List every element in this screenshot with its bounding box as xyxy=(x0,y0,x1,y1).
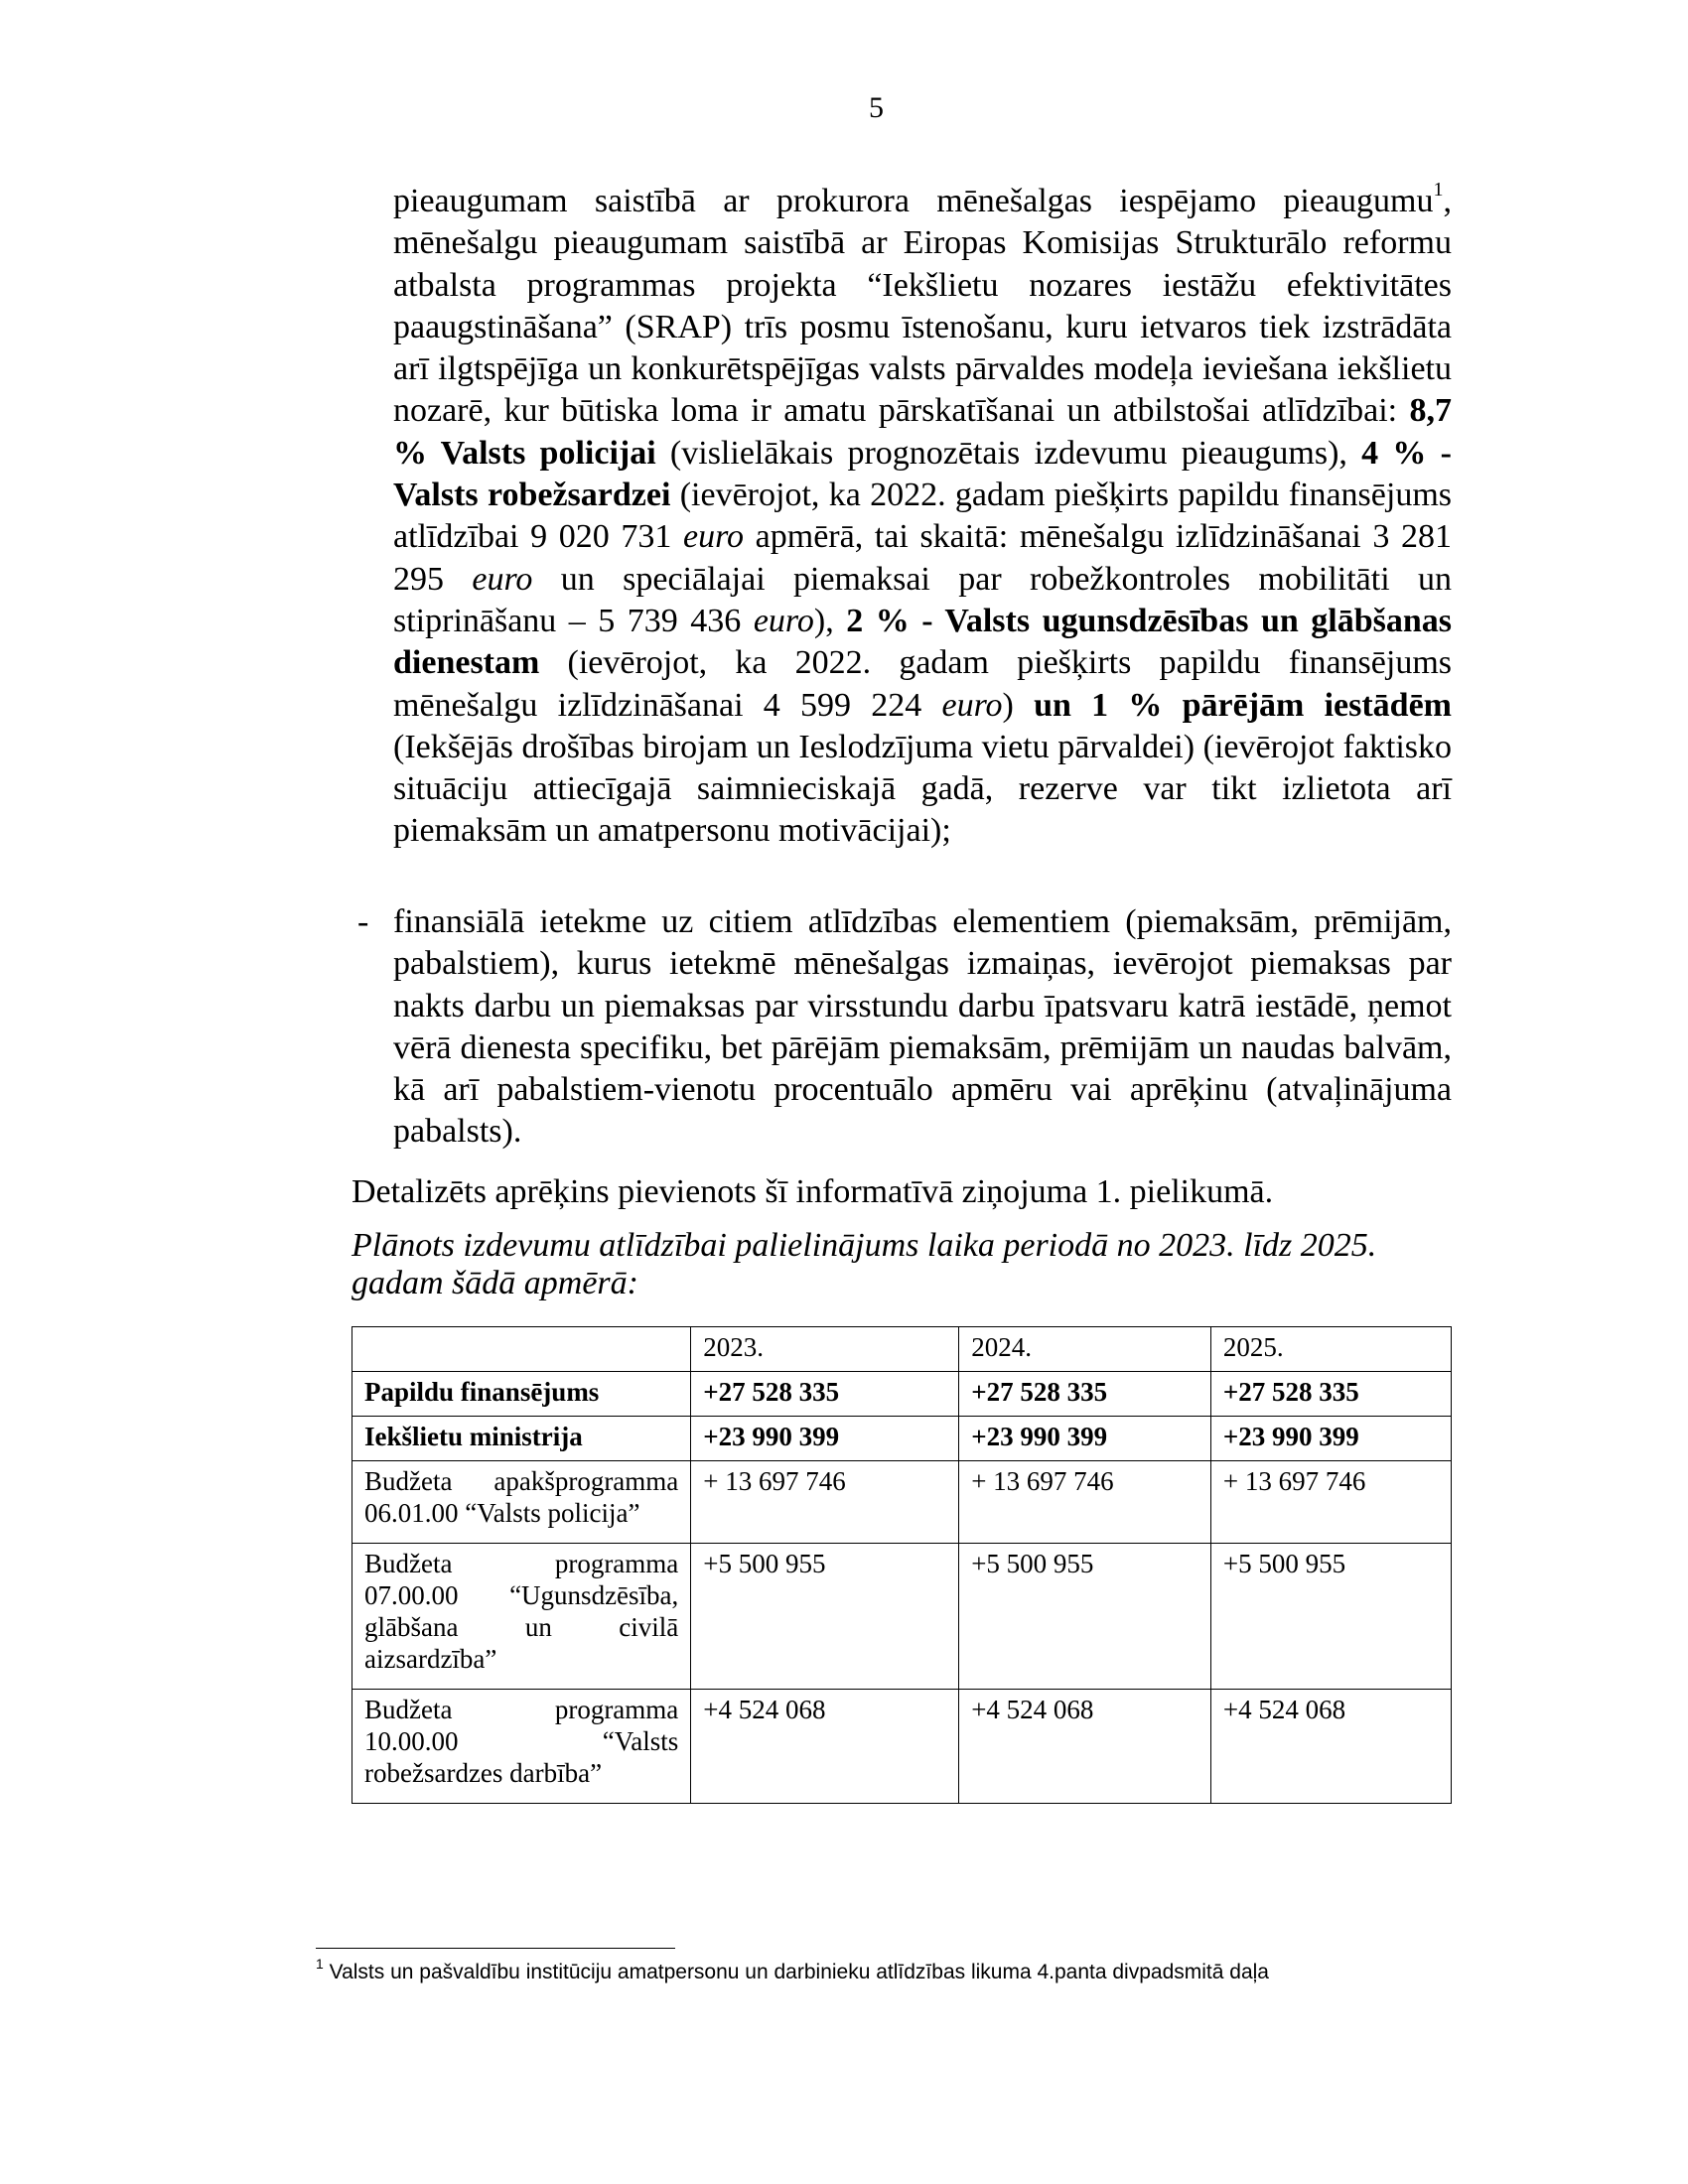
table-cell: +23 990 399 xyxy=(959,1417,1211,1461)
page-number: 5 xyxy=(869,91,884,124)
row-label: Iekšlietu ministrija xyxy=(352,1417,691,1461)
table-cell: +23 990 399 xyxy=(1210,1417,1451,1461)
table-cell: +27 528 335 xyxy=(1210,1372,1451,1417)
table-cell: +4 524 068 xyxy=(691,1690,959,1804)
footnote-text: Valsts un pašvaldību institūciju amatpersonu un darbinieku atlīdzības likuma 4.panta divpadsmitā daļa xyxy=(323,1961,1269,1983)
paragraph-text: un speciālajai piemaksai par robežkontroles mobilitāti un stiprināšanu – 5 739 436 xyxy=(393,560,1453,639)
footnote xyxy=(316,1956,1269,1986)
paragraph-text: ) xyxy=(1002,686,1035,724)
emphasis-fire-rescue: 2 % - Valsts ugunsdzēsības un glābšanas dienestam xyxy=(393,602,1452,682)
emphasis-state-police: 8,7 % Valsts policijai xyxy=(393,392,1452,472)
header-cell: 2023. xyxy=(691,1327,959,1372)
table-cell: +5 500 955 xyxy=(959,1544,1211,1690)
footnote-reference[interactable]: 1 xyxy=(1433,178,1444,201)
row-label: Papildu finansējums xyxy=(352,1372,691,1417)
header-cell xyxy=(352,1327,691,1372)
row-label: Budžeta apakšprogramma 06.01.00 “Valsts policija” xyxy=(352,1461,691,1544)
paragraph-text: (vislielākais prognozētais izdevumu pieaugums), xyxy=(655,434,1362,472)
table-row xyxy=(352,1690,1452,1804)
table-cell: +4 524 068 xyxy=(959,1690,1211,1804)
body-paragraph xyxy=(393,178,1453,853)
table-header-row xyxy=(352,1327,1452,1372)
table-heading: Plānots izdevumu atlīdzībai palielinājums laika periodā no 2023. līdz 2025. gadam šādā apmērā: xyxy=(352,1227,1377,1301)
paragraph-text: , mēnešalgu pieaugumam saistībā ar Eiropas Komisijas Strukturālo reformu atbalsta programmas projekta “Iekšlietu nozares iestāžu efektivitātes paaugstināšana” (SRAP) trīs posmu īstenošanu, kuru ietvaros tiek izstrādāta arī ilgtspējīga un konkurētspējīgas valsts pārvaldes modeļa ieviešana iekšlietu nozarē, kur būtiska loma ir amatu pārskatīšanai un atbilstošai atlīdzībai: xyxy=(393,183,1452,430)
table-cell: +5 500 955 xyxy=(691,1544,959,1690)
table-cell: + 13 697 746 xyxy=(959,1461,1211,1544)
paragraph-text: (Iekšējās drošības birojam un Ieslodzījuma vietu pārvaldei) (ievērojot faktisko situāciju attiecīgajā saimnieciskajā gadā, rezerve var tikt izlietota arī piemaksām un amatpersonu motivācijai); xyxy=(393,728,1452,850)
bullet-dash: - xyxy=(357,903,369,940)
emphasis-other-institutions: un 1 % pārējām iestādēm xyxy=(1034,686,1453,724)
currency-euro: euro xyxy=(472,560,533,598)
table-cell: +4 524 068 xyxy=(1210,1690,1451,1804)
table-row xyxy=(352,1461,1452,1544)
table-cell: + 13 697 746 xyxy=(1210,1461,1451,1544)
currency-euro: euro xyxy=(753,602,814,639)
paragraph-text: (ievērojot, ka 2022. gadam piešķirts papildu finansējums atlīdzībai 9 020 731 xyxy=(393,477,1452,556)
funding-table xyxy=(352,1326,1452,1804)
paragraph-text: ), xyxy=(813,602,847,639)
table-cell: +27 528 335 xyxy=(691,1372,959,1417)
header-cell: 2025. xyxy=(1210,1327,1451,1372)
table-row xyxy=(352,1544,1452,1690)
bullet-text: finansiālā ietekme uz citiem atlīdzības elementiem (piemaksām, prēmijām, pabalstiem), kurus ietekmē mēnešalgas izmaiņas, ievērojot piemaksas par nakts darbu un piemaksas par virsstundu darbu īpatsvaru katrā iestādē, ņemot vērā dienesta specifiku, bet pārējām piemaksām, prēmijām un naudas balvām, kā arī pabalstiem-vienotu procentuālo apmēru vai aprēķinu (atvaļinājuma pabalsts). xyxy=(393,903,1452,1151)
table-row xyxy=(352,1417,1452,1461)
currency-euro: euro xyxy=(941,686,1003,724)
currency-euro: euro xyxy=(683,518,745,556)
table-cell: +27 528 335 xyxy=(959,1372,1211,1417)
header-cell: 2024. xyxy=(959,1327,1211,1372)
paragraph-text: pieaugumam saistībā ar prokurora mēnešalgas iespējamo pieaugumu xyxy=(393,183,1434,219)
paragraph-text: apmērā, tai skaitā: mēnešalgu izlīdzināšanai 3 281 295 xyxy=(393,518,1452,598)
footnote-mark: 1 xyxy=(316,1956,324,1972)
table-cell: +5 500 955 xyxy=(1210,1544,1451,1690)
table-cell: + 13 697 746 xyxy=(691,1461,959,1544)
detail-note: Detalizēts aprēķins pievienots šī informatīvā ziņojuma 1. pielikumā. xyxy=(352,1173,1274,1210)
row-label: Budžeta programma 07.00.00 “Ugunsdzēsība, glābšana un civilā aizsardzība” xyxy=(352,1544,691,1690)
row-label: Budžeta programma 10.00.00 “Valsts robežsardzes darbība” xyxy=(352,1690,691,1804)
emphasis-border-guard: 4 % - Valsts robežsardzei xyxy=(393,434,1452,514)
footnote-separator xyxy=(316,1948,675,1949)
table-row xyxy=(352,1372,1452,1417)
table-cell: +23 990 399 xyxy=(691,1417,959,1461)
bullet-item xyxy=(357,901,1452,1154)
paragraph-text: (ievērojot, ka 2022. gadam piešķirts papildu finansējums mēnešalgu izlīdzināšanai 4 599 224 xyxy=(393,644,1452,724)
